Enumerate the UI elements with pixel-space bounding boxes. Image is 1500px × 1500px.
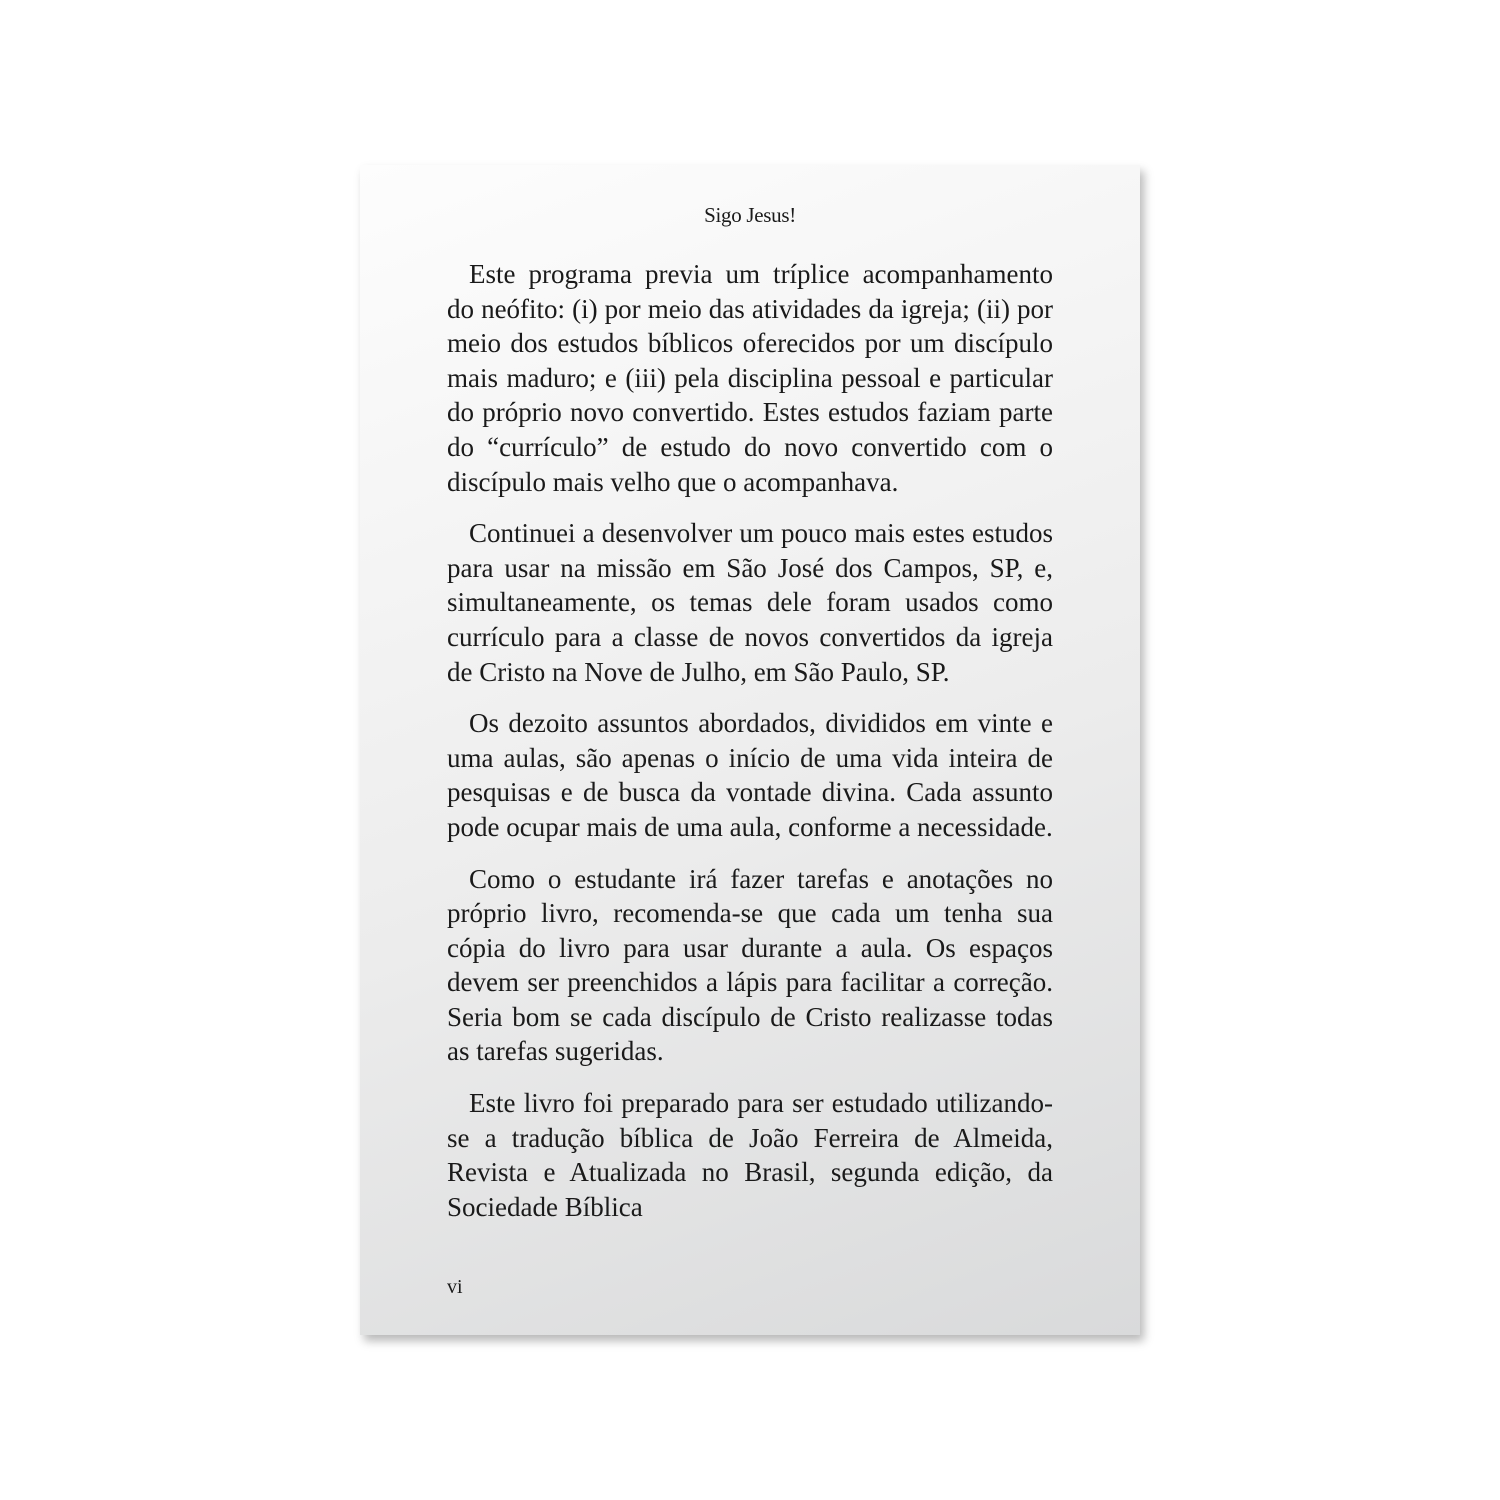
paragraph-5: Este livro foi preparado para ser estudado utilizando-se a tradução bíblica de João Ferreira de Almeida, Revista e Atualizada no Brasil, segunda edição, da Sociedade Bíblica xyxy=(447,1088,1053,1222)
book-page xyxy=(360,165,1140,1335)
paragraph-4: Como o estudante irá fazer tarefas e anotações no próprio livro, recomenda-se que cada um tenha sua cópia do livro para usar durante a aula. Os espaços devem ser preenchidos a lápis para facilitar a correção. Seria bom se cada discípulo de Cristo realizasse todas as tarefas sugeridas. xyxy=(447,863,1053,1067)
running-head: Sigo Jesus! xyxy=(704,203,796,227)
body-text xyxy=(447,257,1053,1241)
paragraph-1: Este programa previa um tríplice acompanhamento do neófito: (i) por meio das atividades da igreja; (ii) por meio dos estudos bíblicos oferecidos por um discípulo mais maduro; e (iii) pela disciplina pessoal e particular do próprio novo convertido. Estes estudos faziam parte do “currículo” de estudo do novo convertido com o discípulo mais velho que o acompanhava. xyxy=(447,259,1053,497)
page-number: vi xyxy=(447,1276,463,1298)
paragraph-2: Continuei a desenvolver um pouco mais estes estudos para usar na missão em São José dos Campos, SP, e, simultaneamente, os temas dele foram usados como currículo para a classe de novos convertidos da igreja de Cristo na Nove de Julho, em São Paulo, SP. xyxy=(447,518,1053,687)
paragraph-3: Os dezoito assuntos abordados, divididos em vinte e uma aulas, são apenas o início de uma vida inteira de pesquisas e de busca da vontade divina. Cada assunto pode ocupar mais de uma aula, conforme a necessidade. xyxy=(447,708,1053,842)
